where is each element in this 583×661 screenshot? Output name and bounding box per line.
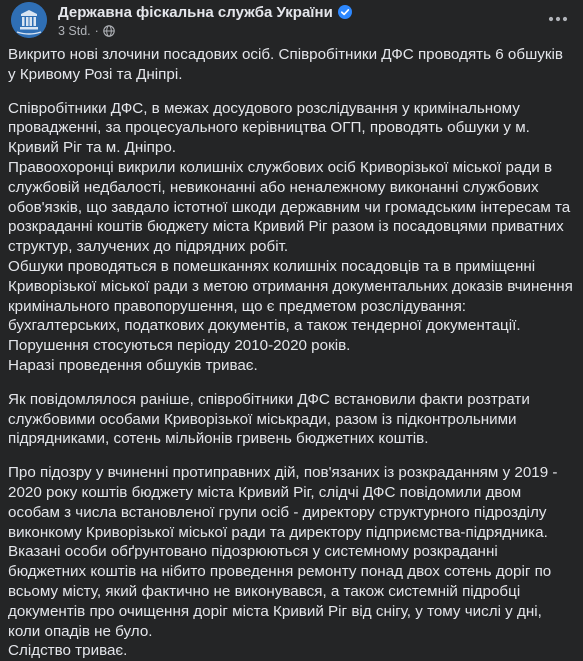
post-paragraph: Порушення стосуються періоду 2010-2020 років. (8, 337, 351, 355)
post-paragraph: Слідство триває. (8, 642, 128, 660)
dfs-emblem-icon (11, 2, 47, 38)
meta-separator: · (94, 24, 99, 38)
author-avatar[interactable] (11, 2, 47, 38)
post-timestamp[interactable]: 3 Std. (58, 24, 91, 38)
post-paragraph-headline: Викрито нові злочини посадових осіб. Співробітники ДФС проводять 6 обшуків у Кривому Розі та Дніпрі. (8, 46, 563, 83)
author-name[interactable]: Державна фіскальна служба України (58, 3, 333, 21)
post-paragraph: Правоохоронці викрили колишніх службових осіб Криворізької міської ради в службовій недбалості, невиконанні або неналежному виконанні службових обов'язків, що завдало істотної шкоди державним чи громадським інтересам та розкраданні коштів бюджету міста Кривий Ріг разом із посадовцями приватних структур, залучених до підрядних робіт. (8, 158, 571, 256)
author-line (58, 2, 352, 22)
post-paragraph: Наразі проведення обшуків триває. (8, 356, 258, 374)
post-paragraph: Співробітники ДФС, в межах досудового розслідування у кримінальному провадженні, за процесуального керівництва ОГП, проводять обшуки у м. Кривий Ріг та м. Дніпро. (8, 99, 530, 157)
post-text (8, 45, 574, 661)
globe-icon[interactable] (103, 25, 115, 37)
post-meta (58, 23, 115, 39)
post-paragraph: Вказані особи обґрунтовано підозрюються у системному розкраданні бюджетних коштів на нібито проведення ремонту понад двох сотень доріг по всьому місту, який фактично не виконувався, а також системній підробці документів про очищення доріг міста Кривий Ріг від снігу, у тому числі у дні, коли опадів не було. (8, 543, 552, 640)
more-options-button[interactable] (545, 6, 571, 32)
post-paragraph: Про підозру у вчиненні протиправних дій, пов'язаних із розкраданням у 2019 - 2020 року коштів бюджету міста Кривий Ріг, слідчі ДФС повідомили двом особам з числа встановленої групи осіб - директору структурного підрозділу виконкому Криворізької міської ради та директору підприємства-підрядника. (8, 464, 558, 541)
verified-badge-icon (338, 5, 352, 19)
more-options-icon (548, 16, 568, 22)
post-paragraph: Обшуки проводяться в помешканнях колишніх посадовців та в приміщенні Криворізької міської ради з метою отримання документальних доказів вчинення кримінального правопорушення, що є предметом розслідування: бухгалтерських, податкових документів, а також тендерної документації. (8, 257, 573, 335)
post-paragraph: Як повідомлялося раніше, співробітники ДФС встановили факти розтрати службовими особами Криворізької міськради, разом із підконтрольними підрядниками, сотень мільйонів гривень бюджетних коштів. (8, 390, 530, 448)
post-header (0, 0, 583, 44)
